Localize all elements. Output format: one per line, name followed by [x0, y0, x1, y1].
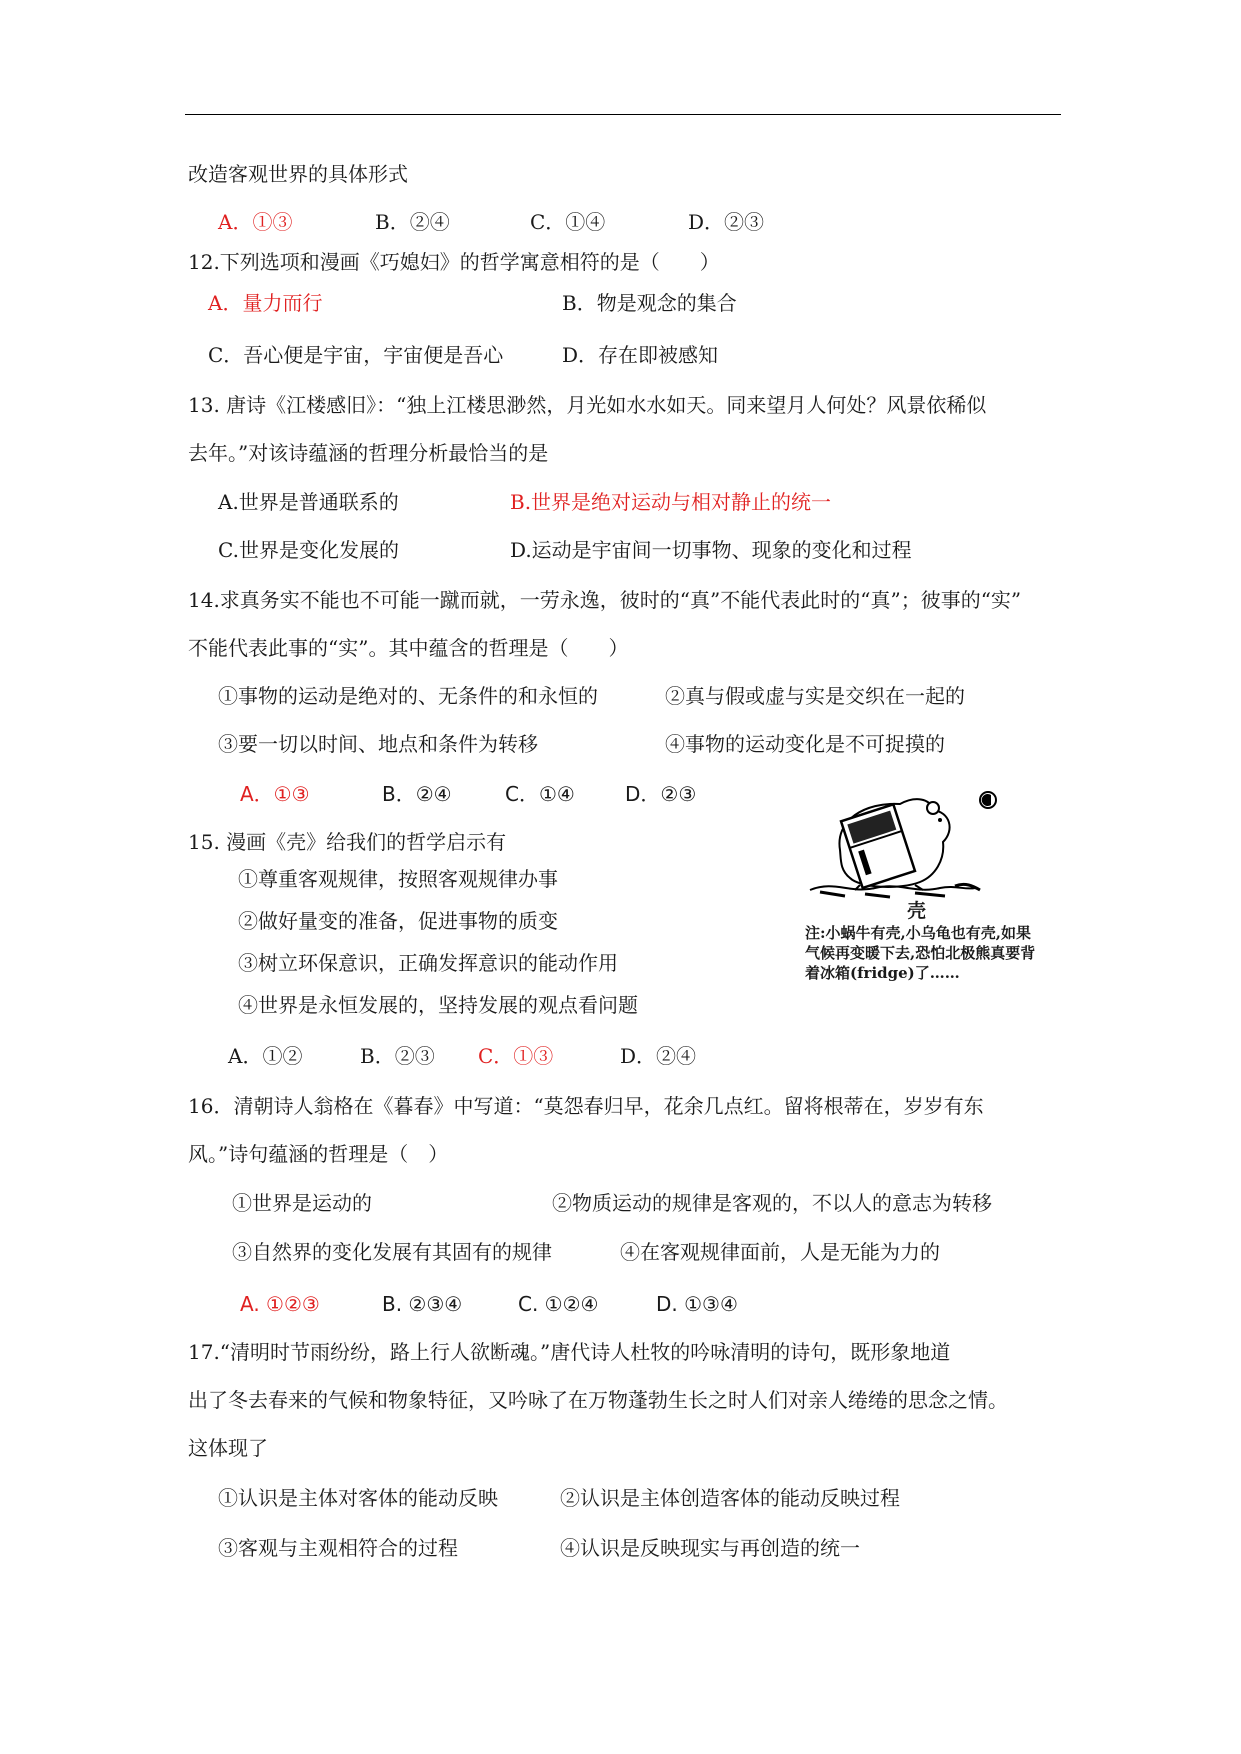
- q16-option-a: A. ①②③: [240, 1292, 320, 1316]
- q12-option-a: A．量力而行: [208, 291, 323, 315]
- q11-option-c: C．①④: [530, 210, 606, 234]
- q13-stem-line1: 13. 唐诗《江楼感旧》：“独上江楼思渺然，月光如水水如天。同来望月人何处？风景依稀似: [188, 393, 987, 417]
- q16-option-c: C. ①②④: [518, 1292, 599, 1316]
- q15-option-d: D．②④: [620, 1044, 697, 1068]
- q17-stem-line3: 这体现了: [188, 1436, 268, 1460]
- q15-stem: 15. 漫画《壳》给我们的哲学启示有: [188, 830, 507, 854]
- q15-option-c: C．①③: [478, 1044, 554, 1068]
- q16-stem-line2: 风。”诗句蕴涵的哲理是（ ）: [188, 1142, 449, 1166]
- q15-item-4: ④世界是永恒发展的，坚持发展的观点看问题: [238, 993, 638, 1017]
- q14-option-a: A．①③: [240, 782, 310, 806]
- q16-option-b: B. ②③④: [382, 1292, 463, 1316]
- cartoon-note-line2: 气候再变暖下去,恐怕北极熊真要背: [805, 944, 1036, 962]
- q13-option-d: D.运动是宇宙间一切事物、现象的变化和过程: [510, 538, 912, 562]
- cartoon-note-line1: 注:小蜗牛有壳,小乌龟也有壳,如果: [805, 924, 1031, 942]
- q14-item-4: ④事物的运动变化是不可捉摸的: [665, 732, 945, 756]
- q15-option-a: A．①②: [228, 1044, 303, 1068]
- q14-item-1: ①事物的运动是绝对的、无条件的和永恒的: [218, 684, 598, 708]
- q16-item-4: ④在客观规律面前，人是无能为力的: [620, 1240, 940, 1264]
- q16-option-d: D. ①③④: [656, 1292, 738, 1316]
- q11-option-d: D．②③: [688, 210, 765, 234]
- q14-option-d: D．②③: [625, 782, 697, 806]
- q14-option-c: C．①④: [505, 782, 575, 806]
- q14-stem-line1: 14.求真务实不能也不可能一蹴而就，一劳永逸，彼时的“真”不能代表此时的“真”；彼事的“实”: [188, 588, 1022, 612]
- q17-stem-line1: 17.“清明时节雨纷纷，路上行人欲断魂。”唐代诗人杜牧的吟咏清明的诗句，既形象地道: [188, 1340, 951, 1364]
- q11-option-a: A．①③: [218, 210, 293, 234]
- q14-option-b: B．②④: [382, 782, 452, 806]
- q17-item-4: ④认识是反映现实与再创造的统一: [560, 1536, 860, 1560]
- q14-item-3: ③要一切以时间、地点和条件为转移: [218, 732, 538, 756]
- q15-item-1: ①尊重客观规律，按照客观规律办事: [238, 867, 558, 891]
- header-rule: [185, 114, 1061, 115]
- polar-bear-fridge-illustration: [805, 790, 1075, 900]
- q13-option-b: B.世界是绝对运动与相对静止的统一: [510, 490, 832, 514]
- q12-option-d: D．存在即被感知: [562, 343, 719, 367]
- q17-item-3: ③客观与主观相符合的过程: [218, 1536, 458, 1560]
- q11-option-b: B．②④: [375, 210, 450, 234]
- q11-tail: 改造客观世界的具体形式: [188, 162, 408, 186]
- q16-stem-line1: 16．清朝诗人翁格在《暮春》中写道：“莫怨春归早，花余几点红。留将根蒂在，岁岁有东: [188, 1094, 984, 1118]
- q17-item-2: ②认识是主体创造客体的能动反映过程: [560, 1486, 900, 1510]
- q14-item-2: ②真与假或虚与实是交织在一起的: [665, 684, 965, 708]
- q16-item-1: ①世界是运动的: [232, 1191, 372, 1215]
- q13-stem-line2: 去年。”对该诗蕴涵的哲理分析最恰当的是: [188, 441, 549, 465]
- cartoon-title: 壳: [907, 900, 927, 922]
- q15-item-3: ③树立环保意识，正确发挥意识的能动作用: [238, 951, 618, 975]
- q12-option-c: C．吾心便是宇宙，宇宙便是吾心: [208, 343, 504, 367]
- q16-item-3: ③自然界的变化发展有其固有的规律: [232, 1240, 552, 1264]
- shell-cartoon: [805, 790, 1075, 990]
- q16-item-2: ②物质运动的规律是客观的，不以人的意志为转移: [552, 1191, 992, 1215]
- q13-option-a: A.世界是普通联系的: [218, 490, 399, 514]
- cartoon-note-line3: 着冰箱(fridge)了……: [805, 964, 960, 982]
- q12-option-b: B．物是观念的集合: [562, 291, 737, 315]
- q12-stem: 12.下列选项和漫画《巧媳妇》的哲学寓意相符的是（ ）: [188, 250, 720, 274]
- q15-item-2: ②做好量变的准备，促进事物的质变: [238, 909, 558, 933]
- q13-option-c: C.世界是变化发展的: [218, 538, 399, 562]
- q15-option-b: B．②③: [360, 1044, 435, 1068]
- q17-item-1: ①认识是主体对客体的能动反映: [218, 1486, 498, 1510]
- q14-stem-line2: 不能代表此事的“实”。其中蕴含的哲理是（ ）: [188, 636, 629, 660]
- q17-stem-line2: 出了冬去春来的气候和物象特征，又吟咏了在万物蓬勃生长之时人们对亲人绻绻的思念之情。: [188, 1388, 1008, 1412]
